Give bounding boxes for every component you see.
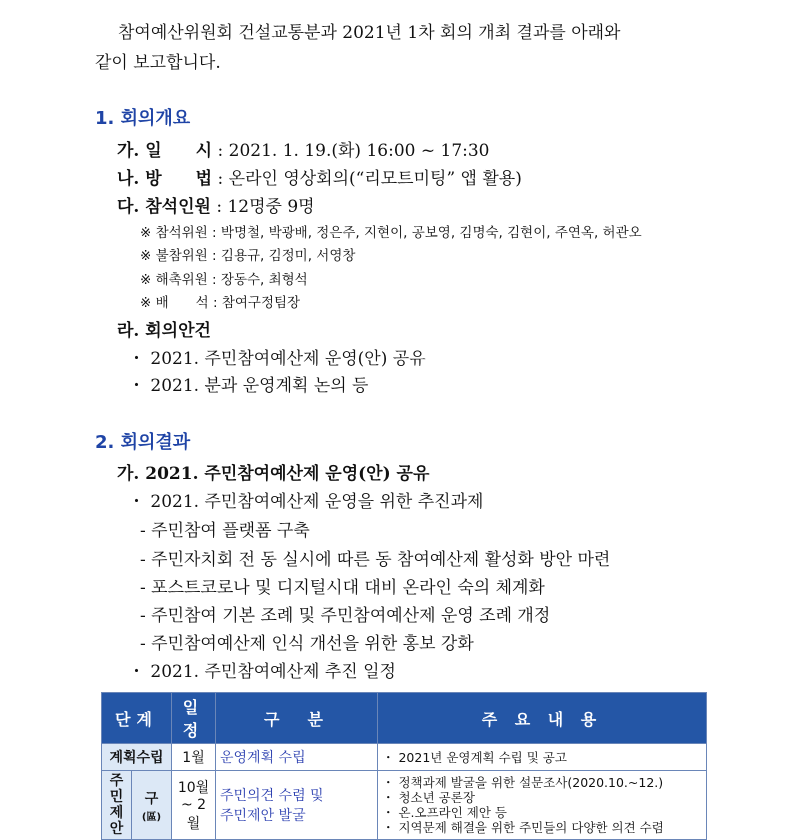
schedule-cell: 10월 ~ 2월 xyxy=(172,771,216,840)
content-line: ・ 온.오프라인 제안 등 xyxy=(382,805,507,820)
method-value: : 온라인 영상회의(“리모트미팅” 앱 활용) xyxy=(217,169,522,189)
category-line: 주민제안 발굴 xyxy=(220,808,306,824)
header-schedule: 일정 xyxy=(172,693,216,744)
note-attending-staff: ※ 배 석 : 참여구정팀장 xyxy=(140,295,301,311)
note-absent: ※ 불참위원 : 김용규, 김정미, 서영창 xyxy=(140,248,356,264)
table-row xyxy=(102,771,707,840)
task-item: - 주민자치회 전 동 실시에 따른 동 참여예산제 활성화 방안 마련 xyxy=(140,550,611,570)
header-stage: 단계 xyxy=(102,693,172,744)
stage-cell: 주민제안 xyxy=(102,771,132,840)
content-cell xyxy=(378,771,707,840)
task-item: - 포스트코로나 및 디지털시대 대비 온라인 숙의 체계화 xyxy=(140,578,545,598)
content-line: ・ 정책과제 발굴을 위한 설문조사(2020.10.~12.) xyxy=(382,775,664,790)
substage-cell xyxy=(132,771,172,840)
schedule-table xyxy=(101,692,707,840)
schedule-cell: 1월 xyxy=(172,744,216,771)
task-item: - 주민참여 플랫폼 구축 xyxy=(140,521,310,541)
attendance-label: 다. 참석인원 xyxy=(117,197,211,217)
task-item: - 주민참여 기본 조례 및 주민참여예산제 운영 조례 개정 xyxy=(140,606,551,626)
task-item: - 주민참여예산제 인식 개선을 위한 홍보 강화 xyxy=(140,634,474,654)
agenda-label: 라. 회의안건 xyxy=(117,321,211,341)
section-1-title: 1. 회의개요 xyxy=(95,108,191,129)
substage-label: 구 xyxy=(144,790,159,807)
agenda-item: ・ 2021. 분과 운영계획 논의 등 xyxy=(128,376,369,396)
stage-cell: 계획수립 xyxy=(102,744,172,771)
note-attendees: ※ 참석위원 : 박명철, 박광배, 정은주, 지현이, 공보영, 김명숙, 김현이, 주연옥, 허관오 xyxy=(140,225,642,241)
agenda-item: ・ 2021. 주민참여예산제 운영(안) 공유 xyxy=(128,349,426,369)
section-2-title: 2. 회의결과 xyxy=(95,432,191,453)
category-line: 주민의견 수렴 및 xyxy=(220,788,324,804)
category-cell xyxy=(216,771,378,840)
note-dismissed: ※ 해촉위원 : 장동수, 최형석 xyxy=(140,272,308,288)
category-cell: 운영계획 수립 xyxy=(216,744,378,771)
attendance-value: : 12명중 9명 xyxy=(216,197,315,217)
content-cell: ・ 2021년 운영계획 수립 및 공고 xyxy=(378,744,707,771)
intro-line-1: 참여예산위원회 건설교통분과 2021년 1차 회의 개최 결과를 아래와 xyxy=(118,23,621,43)
intro-line-2: 같이 보고합니다. xyxy=(95,53,221,73)
header-content: 주 요 내 용 xyxy=(378,693,707,744)
date-label: 가. 일 시 xyxy=(117,141,213,161)
table-row xyxy=(102,744,707,771)
header-category: 구 분 xyxy=(216,693,378,744)
substage-hanja: (區) xyxy=(141,811,162,823)
bullet-tasks: ・ 2021. 주민참여예산제 운영을 위한 추진과제 xyxy=(128,492,484,512)
bullet-schedule: ・ 2021. 주민참여예산제 추진 일정 xyxy=(128,662,396,682)
method-label: 나. 방 법 xyxy=(117,169,213,189)
content-line: ・ 청소년 공론장 xyxy=(382,790,475,805)
date-value: : 2021. 1. 19.(화) 16:00 ~ 17:30 xyxy=(217,141,490,161)
section-2-subtitle: 가. 2021. 주민참여예산제 운영(안) 공유 xyxy=(117,464,430,484)
content-line: ・ 지역문제 해결을 위한 주민들의 다양한 의견 수렴 xyxy=(382,820,664,835)
